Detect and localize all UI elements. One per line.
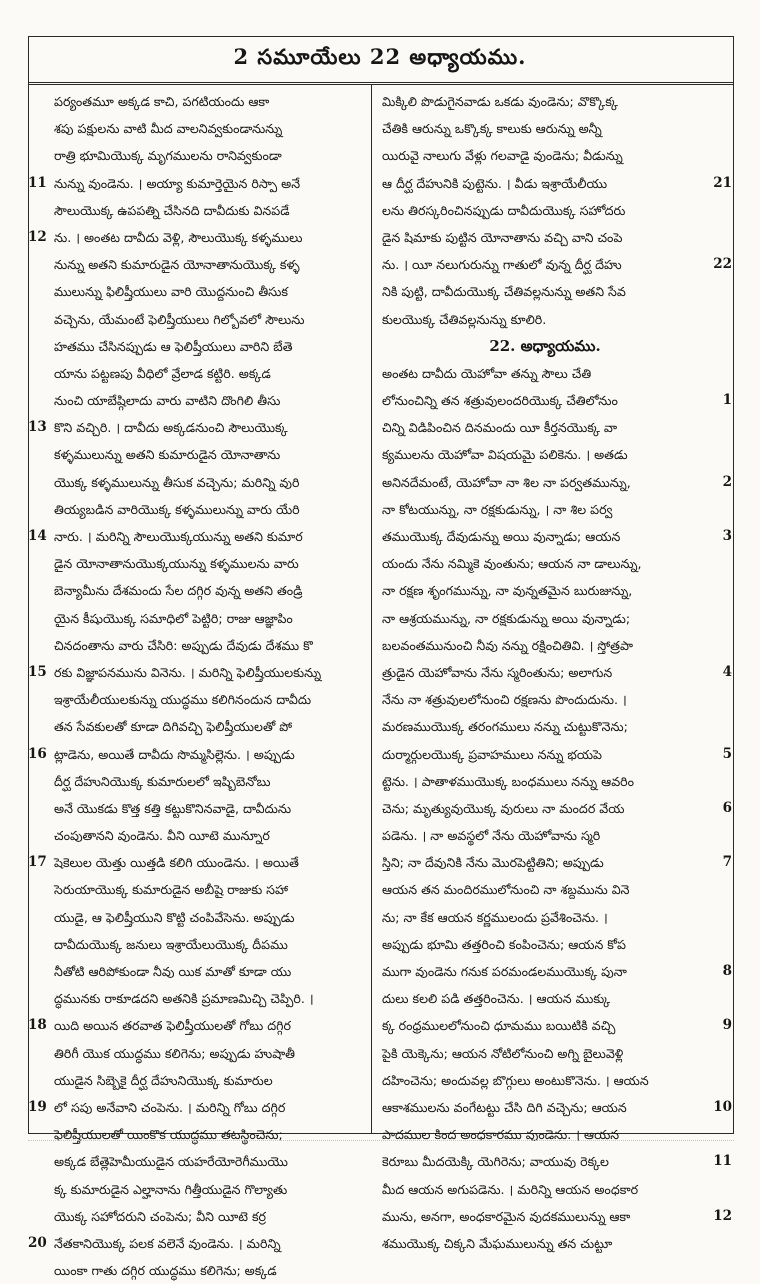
text-line (28, 142, 368, 169)
left-column (28, 88, 368, 1284)
text-line (28, 1094, 368, 1121)
line-text: బెన్యామీను దేశమందు సేల దగ్గిర వున్న అతని తండ్రి (54, 583, 303, 599)
text-line (376, 795, 732, 822)
line-text: నీతోటి ఆరిపోకుండా నీవు యిక మాతో కూడా యు (54, 964, 292, 979)
text-line (28, 523, 368, 550)
text-line (28, 251, 368, 278)
header-rule (28, 82, 734, 85)
text-line (28, 577, 368, 604)
text-line (376, 278, 732, 305)
text-line (28, 741, 368, 768)
verse-number: 3 (722, 528, 732, 544)
text-line (376, 686, 732, 713)
line-text: ఆ దీర్ఘ దేహునికి పుట్టెను. । వీడు ఇశ్రాయేలీయు (382, 175, 608, 191)
line-text: మును, అనగా, అంధకారమైన వుదకములున్ను ఆకా (382, 1208, 631, 1224)
right-column (376, 88, 732, 1257)
text-line (28, 278, 368, 305)
text-line (376, 958, 732, 985)
text-line (376, 88, 732, 115)
text-line (28, 1230, 368, 1257)
line-text: స్తిని; నా దేవునికి నేను మొరపెట్టితిని; అప్పుడు (382, 855, 604, 871)
text-line (28, 414, 368, 441)
line-text: నారు. । మరిన్ని సౌలుయొక్కయున్ను అతని కుమార (54, 529, 303, 544)
text-line (28, 88, 368, 115)
line-text: క్యములను యెహోవా విషయమై పలికెను. । అతడు (382, 447, 628, 463)
text-line (376, 1067, 732, 1094)
line-text: లోనుంచిన్ని తన శత్రువులందరియొక్క చేతిలోనుం (382, 393, 618, 409)
line-text: యిది అయిన తరవాత ఫెలిష్తీయులతో గోబు దగ్గిర (54, 1018, 291, 1034)
verse-number: 20 (28, 1234, 47, 1251)
line-text: యైన కీషుయొక్క సమాధిలో పెట్టిరి; రాజు ఆజ్ఞాపిం (54, 610, 293, 626)
line-text: డైన యోనాతానుయొక్కయున్ను కళ్ళములను వారు (54, 556, 299, 572)
text-line (376, 224, 732, 251)
verse-number: 15 (28, 663, 47, 680)
line-text: దుర్మార్గులయొక్క ప్రవాహములు నన్ను భయపె (382, 746, 603, 762)
text-line (376, 768, 732, 795)
line-text: ను; నా కేక ఆయన కర్ణములందు ప్రవేశించెను. । (382, 909, 608, 925)
line-text: తిరిగీ యొక యుద్ధము కలిగెను; అప్పుడు హుషాతీ (54, 1045, 296, 1061)
line-text: ఫెలిష్తీయులతో యింకొక యుద్ధము తటస్థించెను; (54, 1127, 283, 1143)
text-line (376, 1040, 732, 1067)
verse-number: 6 (722, 799, 732, 816)
text-line (376, 197, 732, 224)
line-text: నా కోటయున్ను, నా రక్షకుడున్ను, । నా శిల పర్వ (382, 501, 613, 517)
line-text: మరణముయొక్క తరంగములు నన్ను చుట్టుకొనెను; (382, 719, 628, 735)
verse-number: 10 (713, 1098, 732, 1115)
text-line (376, 523, 732, 550)
line-text: సౌలుయొక్క ఉపపత్ని చేసినది దావీదుకు వినపడే (54, 202, 290, 218)
line-text: కళ్ళములున్ను అతని కుమారుడైన యోనాతాను (54, 447, 281, 463)
line-text: ఇశ్రాయేలీయులకున్ను యుద్ధము కలిగినందున దావీదు (54, 692, 312, 708)
text-line (376, 142, 732, 169)
verse-number: 12 (28, 228, 47, 245)
text-line (376, 822, 732, 849)
line-text: తముయొక్క దేవుడున్ను అయి వున్నాడు; ఆయన (382, 529, 621, 544)
page-bottom-edge (28, 1140, 734, 1141)
text-line (376, 1203, 732, 1230)
text-line (28, 958, 368, 985)
line-text: రాత్రి భూమియొక్క మృగములను రానివ్వకుండా (54, 148, 282, 164)
text-line (376, 496, 732, 523)
line-text: శపు పక్షులను వాటి మీద వాలనివ్వకుండానున్ను (54, 121, 283, 137)
line-text: మిక్కిలి పొడుగైనవాడు ఒకడు వుండెను; వొక్కొక్క (382, 94, 618, 109)
line-text: ఆకాశములను వంగేటట్టు చేసి దిగి వచ్చెను; ఆయన (382, 1099, 627, 1115)
text-line (28, 496, 368, 523)
line-text: క్క కుమారుడైన ఎల్హానాను గిత్తీయుడైన గొల్యాతు (54, 1181, 288, 1197)
line-text: నుంచి యాబేష్గిలాదు వారు వాటిని దొంగిలి తీసు (54, 393, 281, 409)
line-text: యుడైన సిబ్బెకై దీర్ఘ దేహునియొక్క కుమారుల (54, 1072, 273, 1088)
line-text: దహించెను; అందువల్ల బొగ్గులు అంటుకొనెను. । ఆయన (382, 1072, 649, 1088)
verse-number: 13 (28, 419, 47, 436)
column-divider (371, 84, 372, 1134)
line-text: అప్పుడు భూమి తత్తరించి కంపించెను; ఆయన కోప (382, 936, 626, 952)
text-line (376, 849, 732, 876)
line-text: హతము చేసినప్పుడు ఆ ఫెలిష్తీయులు వారిని బేతె (54, 338, 293, 354)
text-line (376, 605, 732, 632)
line-text: చేతికి ఆరున్ను ఒక్కొక్క కాలుకు ఆరున్ను అన్నీ (382, 121, 602, 137)
verse-number: 19 (28, 1098, 47, 1115)
line-text: నున్ను అతని కుమారుడైన యోనాతానుయొక్క కళ్ళ (54, 257, 300, 273)
text-line (28, 1121, 368, 1148)
line-text: నేతకానియొక్క పలక వలెనే వుండెను. । మరిన్ని (54, 1235, 281, 1251)
text-line (376, 360, 732, 387)
text-line (376, 931, 732, 958)
text-line (376, 632, 732, 659)
text-line (28, 170, 368, 197)
line-text: ను. । యీ నలుగురున్ను గాతులో వున్న దీర్ఘ దేహు (382, 257, 622, 273)
text-line (28, 686, 368, 713)
line-text: ఆయన తన మందిరములోనుంచి నా శబ్దమును వినె (382, 882, 630, 898)
line-text: ట్టెను. । పాతాళముయొక్క బంధములు నన్ను ఆవరిం (382, 773, 635, 789)
verse-number: 11 (28, 174, 47, 191)
text-line (28, 713, 368, 740)
line-text: డైన షిమాకు పుట్టిన యోనాతాను వచ్చి వాని చంపె (382, 229, 623, 245)
line-text: క్క రంధ్రములలోనుంచి ధూమము బయిటికి వచ్చి (382, 1018, 616, 1034)
chapter-heading: 22. అధ్యాయము. (489, 336, 601, 355)
line-text: షెకెలుల యెత్తు యిత్తడి కలిగి యుండెను. । అయితే (54, 855, 299, 871)
text-line (28, 605, 368, 632)
verse-number: 8 (722, 963, 732, 979)
text-line (28, 469, 368, 496)
text-line (376, 115, 732, 142)
line-text: నికి పుట్టి, దావీదుయొక్క చేతివల్లనున్ను అతని సేవ (382, 284, 626, 300)
line-text: రకు విజ్ఞాపనమును వినెను. । మరిన్ని ఫెలిష్తీయులకున్ను (54, 664, 322, 680)
text-line (376, 1176, 732, 1203)
line-text: ట్లాడెను, అయితే దావీదు సొమ్మసిల్లెను. । అప్పుడు (54, 746, 295, 762)
text-line (28, 550, 368, 577)
text-line (28, 1148, 368, 1175)
verse-number: 4 (722, 663, 732, 680)
line-text: లను తిరస్కరించినప్పుడు దావీదుయొక్క సహోదరు (382, 202, 626, 218)
line-text: శముయొక్క చిక్కని మేఘములున్ను తన చుట్టూ (382, 1235, 613, 1251)
text-line (376, 387, 732, 414)
text-line (376, 441, 732, 468)
line-text: ములున్ను ఫిలిష్తీయులు వారి యొద్దనుంచి తీసుక (54, 284, 288, 300)
text-line (376, 469, 732, 496)
text-line (28, 768, 368, 795)
line-text: యందు నేను నమ్మికె వుంతును; ఆయన నా డాలున్ను, (382, 556, 642, 572)
text-line (376, 1094, 732, 1121)
text-line (28, 224, 368, 251)
text-line (28, 306, 368, 333)
line-text: యిరువై నాలుగు వేళ్లు గలవాడై వుండెను; వీడున్ను (382, 148, 623, 164)
verse-number: 5 (722, 745, 732, 762)
line-text: పైకి యెక్కెను; ఆయన నోటిలోనుంచి అగ్ని బైలువెళ్లి (382, 1045, 624, 1061)
text-line (376, 741, 732, 768)
line-text: చిన్ని విడిపించిన దినమందు యీ కీర్తనయొక్క వా (382, 420, 618, 436)
text-line (28, 822, 368, 849)
verse-number: 1 (722, 392, 732, 409)
text-line (28, 1012, 368, 1039)
line-text: పర్యంతమూ అక్కడ కాచి, పగటియందు ఆకా (54, 94, 270, 109)
line-text: పాదముల కింద అంధకారము వుండెను. । ఆయన (382, 1127, 620, 1143)
line-text: అనే యొకడు కొత్త కత్తి కట్టుకొనినవాడై, దావీదును (54, 800, 292, 816)
text-line (28, 904, 368, 931)
text-line (28, 1203, 368, 1230)
text-line (28, 1257, 368, 1284)
line-text: యొక్క కళ్ళములున్ను తీసుక వచ్చెను; మరిన్ని వురి (54, 474, 300, 490)
line-text: పడెను. । నా అవస్థలో నేను యెహోవాను స్మరి (382, 828, 601, 844)
line-text: వచ్చెను, యేమంటే ఫెలిష్తీయులు గిల్బోవలో సౌలును (54, 311, 305, 327)
line-text: నున్ను వుండెను. । అయ్యా కుమార్తెయైన రిస్పా అనే (54, 175, 301, 191)
text-line (28, 849, 368, 876)
line-text: సెరుయాయొక్క కుమారుడైన అబీషై రాజుకు సహా (54, 882, 289, 898)
text-line (376, 170, 732, 197)
line-text: అక్కడ బేత్లెహెమీయుడైన యహరేయోరెగీముయొ (54, 1154, 288, 1170)
text-line (376, 659, 732, 686)
text-line (376, 577, 732, 604)
text-line (376, 1012, 732, 1039)
verse-number: 21 (713, 174, 732, 191)
line-text: చినదంతాను వారు చేసిరి: అప్పుడు దేవుడు దేశము కొ (54, 637, 313, 653)
line-text: ముగా వుండెను గనుక పరమండలముయొక్క పునా (382, 964, 627, 979)
text-line (376, 550, 732, 577)
line-text: చెను; మృత్యువుయొక్క వురులు నా మందర వేయ (382, 800, 625, 816)
line-text: నా ఆశ్రయమున్ను, నా రక్షకుడున్ను అయి వున్నాడు; (382, 610, 631, 626)
text-line (376, 251, 732, 278)
line-text: అంతట దావీదు యెహోవా తన్ను సౌలు చేతి (382, 365, 592, 381)
verse-number: 14 (28, 528, 47, 544)
text-line (376, 414, 732, 441)
text-line (28, 115, 368, 142)
text-line (28, 659, 368, 686)
line-text: దులు కలలి పడి తత్తరించెను. । ఆయన ముక్కు (382, 991, 611, 1007)
verse-number: 9 (722, 1017, 732, 1034)
text-line (28, 197, 368, 224)
text-line (376, 713, 732, 740)
text-line (28, 985, 368, 1012)
text-line (376, 876, 732, 903)
verse-number: 17 (28, 854, 47, 871)
line-text: దావీదుయొక్క జనులు ఇశ్రాయేలుయొక్క దీపము (54, 936, 288, 952)
line-text: నా రక్షణ శృంగమున్ను, నా వున్నతమైన బురుజున్ను, (382, 583, 633, 599)
line-text: కెరూబు మీదయెక్కి యెగిరెను; వాయువు రెక్కల (382, 1154, 609, 1170)
text-line (376, 306, 732, 333)
page-title: 2 సమూయేలు 22 అధ్యాయము. (233, 44, 527, 69)
text-line (28, 931, 368, 958)
line-text: చంపుతానని వుండెను. వీని యీటె మున్నూర (54, 828, 270, 844)
verse-number: 22 (713, 256, 732, 273)
text-line (376, 1121, 732, 1148)
verse-number: 12 (713, 1207, 732, 1224)
text-line (28, 1040, 368, 1067)
text-line (28, 387, 368, 414)
verse-number: 7 (722, 854, 732, 871)
text-line (28, 1067, 368, 1094)
verse-number: 11 (713, 1153, 732, 1170)
verse-number: 18 (28, 1017, 47, 1034)
text-line (376, 904, 732, 931)
verse-number: 16 (28, 745, 47, 762)
line-text: తియ్యబడిన వారియొక్క కళ్ళములున్ను వారు యేరి (54, 501, 300, 517)
verse-number: 2 (722, 473, 732, 490)
text-line (376, 1148, 732, 1175)
line-text: నేను నా శత్రువులలోనుంచి రక్షణను పొందుదును. । (382, 692, 627, 708)
text-line (376, 985, 732, 1012)
line-text: ను. । అంతట దావీదు వెళ్లి, సౌలుయొక్క కళ్ళములు (54, 229, 303, 245)
line-text: బలవంతమునుంచి నీవు నన్ను రక్షించితివి. । స్తోత్రపా (382, 637, 633, 653)
line-text: మీద ఆయన అగుపడెను. । మరిన్ని ఆయన అంధకార (382, 1181, 639, 1197)
line-text: అనినదేమంటే, యెహోవా నా శిల నా పర్వతమున్ను, (382, 474, 631, 490)
line-text: త్రుడైన యెహోవాను నేను స్మరింతును; అలాగున (382, 664, 613, 680)
line-text: లో సపు అనేవాని చంపెను. । మరిన్ని గోబు దగ్గిర (54, 1099, 286, 1115)
text-line (28, 441, 368, 468)
text-line (28, 876, 368, 903)
text-line (28, 632, 368, 659)
line-text: యొక్క సహోదరుని చంపెను; వీని యీటె కర్ర (54, 1208, 267, 1224)
text-line (28, 795, 368, 822)
line-text: యాను పట్టణపు వీధిలో వ్రేలాడ కట్టిరి. అక్కడ (54, 365, 271, 381)
line-text: తన సేవకులతో కూడా దిగివచ్చి ఫెలిష్తీయులతో పో (54, 719, 293, 735)
line-text: కులయొక్క చేతివల్లనున్ను కూలిరి. (382, 311, 547, 327)
text-line (28, 333, 368, 360)
line-text: యింకా గాతు దగ్గిర యుద్ధము కలిగెను; అక్కడ (54, 1263, 277, 1279)
text-line (28, 1176, 368, 1203)
line-text: దీర్ఘ దేహునియొక్క కుమారులలో ఇష్బిబెనోబు (54, 773, 271, 789)
line-text: కొని వచ్చిరి. । దావీదు అక్కడనుంచి సౌలుయొక్క (54, 420, 288, 436)
text-line (376, 1230, 732, 1257)
line-text: యుడై, ఆ ఫెలిష్తీయుని కొట్టి చంపివేసెను. అప్పుడు (54, 909, 295, 925)
text-line (28, 360, 368, 387)
line-text: ద్ధమునకు రాకూడదని అతనికి ప్రమాణమిచ్చి చెప్పిరి. । (54, 991, 314, 1007)
